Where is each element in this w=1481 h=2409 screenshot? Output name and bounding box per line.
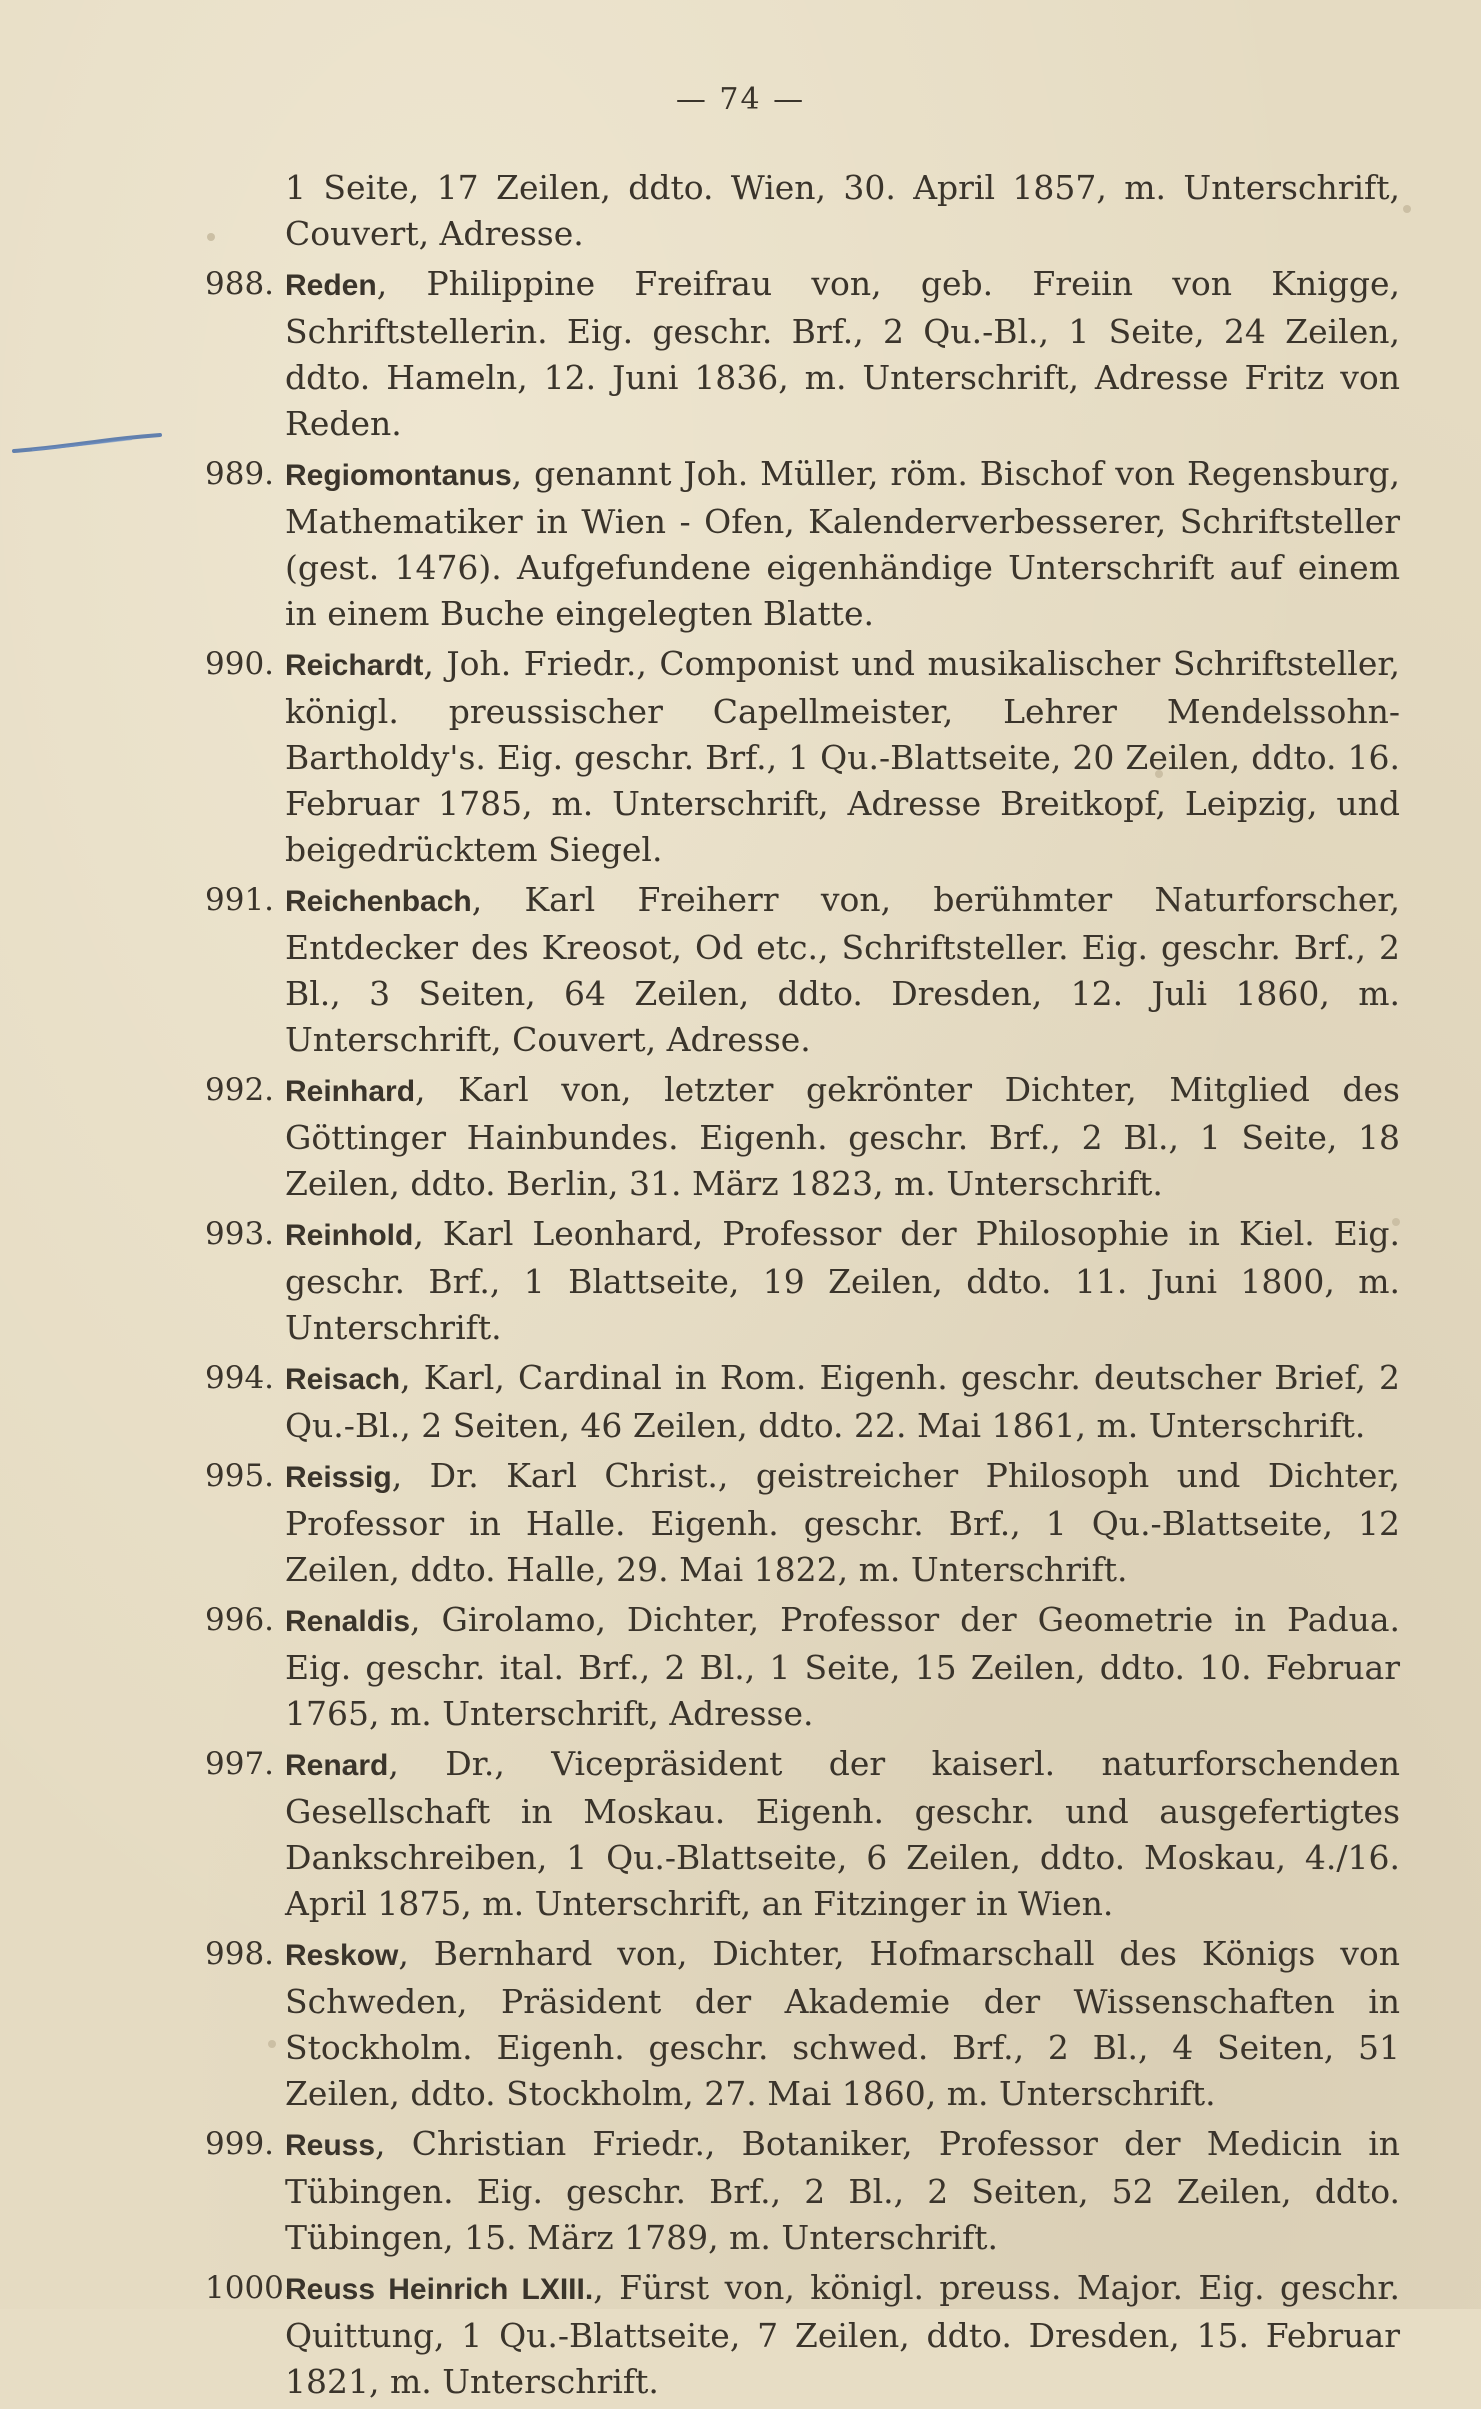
catalog-entry xyxy=(205,1453,1400,1593)
entry-number: 997. xyxy=(205,1746,275,1782)
entry-name: Reuss xyxy=(285,2129,376,2162)
catalog-entry xyxy=(205,1067,1400,1207)
entry-description: , genannt Joh. Müller, röm. Bischof von Regensburg, Mathematiker in Wien - Ofen, Kalenderverbesserer, Schriftsteller (gest. 1476). Aufgefundene eigenhändige Unterschrift auf einem in einem Buche eingelegten Blatte. xyxy=(285,454,1400,633)
entry-name: Regiomontanus xyxy=(285,459,512,492)
entry-description: , Karl von, letzter gekrönter Dichter, Mitglied des Göttinger Hainbundes. Eigenh. geschr. Brf., 2 Bl., 1 Seite, 18 Zeilen, ddto. Berlin, 31. März 1823, m. Unterschrift. xyxy=(285,1070,1400,1203)
entry-number: 989. xyxy=(205,456,275,492)
entry-name: Reissig xyxy=(285,1461,392,1494)
entry-number: 999. xyxy=(205,2126,275,2162)
entry-name: Reinhold xyxy=(285,1219,414,1252)
entry-number: 998. xyxy=(205,1936,275,1972)
entry-description: , Joh. Friedr., Componist und musikalischer Schriftsteller, königl. preussischer Capellmeister, Lehrer Mendelssohn-Bartholdy's. Eig. geschr. Brf., 1 Qu.-Blattseite, 20 Zeilen, ddto. 16. Februar 1785, m. Unterschrift, Adresse Breitkopf, Leipzig, und beigedrücktem Siegel. xyxy=(285,644,1400,869)
entry-description: , Karl Freiherr von, berühmter Naturforscher, Entdecker des Kreosot, Od etc., Schriftsteller. Eig. geschr. Brf., 2 Bl., 3 Seiten, 64 Zeilen, ddto. Dresden, 12. Juli 1860, m. Unterschrift, Couvert, Adresse. xyxy=(285,880,1400,1059)
entry-number: 988. xyxy=(205,266,275,302)
entry-number: 994. xyxy=(205,1360,275,1396)
entry-description: , Dr. Karl Christ., geistreicher Philosoph und Dichter, Professor in Halle. Eigenh. geschr. Brf., 1 Qu.-Blattseite, 12 Zeilen, ddto. Halle, 29. Mai 1822, m. Unterschrift. xyxy=(285,1456,1400,1589)
entry-number: 996. xyxy=(205,1602,275,1638)
catalog-entry xyxy=(205,1355,1400,1449)
entry-name: Reuss Heinrich LXIII. xyxy=(285,2273,594,2306)
entry-name: Reden xyxy=(285,269,377,302)
entry-description: , Karl, Cardinal in Rom. Eigenh. geschr. deutscher Brief, 2 Qu.-Bl., 2 Seiten, 46 Zeilen, ddto. 22. Mai 1861, m. Unterschrift. xyxy=(285,1358,1400,1445)
entry-name: Reichardt xyxy=(285,649,424,682)
entry-name: Renard xyxy=(285,1749,389,1782)
catalog-listing xyxy=(205,165,1400,2409)
entry-number: 992. xyxy=(205,1072,275,1108)
catalog-entry xyxy=(205,641,1400,873)
catalog-entry xyxy=(205,1211,1400,1351)
entry-name: Renaldis xyxy=(285,1605,411,1638)
catalog-entry xyxy=(205,2265,1400,2405)
entry-description: , Bernhard von, Dichter, Hofmarschall des Königs von Schweden, Präsident der Akademie der Wissenschaften in Stockholm. Eigenh. geschr. schwed. Brf., 2 Bl., 4 Seiten, 51 Zeilen, ddto. Stockholm, 27. Mai 1860, m. Unterschrift. xyxy=(285,1934,1400,2113)
catalog-entry xyxy=(205,1597,1400,1737)
catalog-entry xyxy=(205,2121,1400,2261)
entry-number: 990. xyxy=(205,646,275,682)
entry-number: 991. xyxy=(205,882,275,918)
blue-pen-mark-icon xyxy=(12,433,162,457)
entry-name: Reisach xyxy=(285,1363,401,1396)
entry-name: Reskow xyxy=(285,1939,399,1972)
entry-description: , Philippine Freifrau von, geb. Freiin von Knigge, Schriftstellerin. Eig. geschr. Brf., 2 Qu.-Bl., 1 Seite, 24 Zeilen, ddto. Hameln, 12. Juni 1836, m. Unterschrift, Adresse Fritz von Reden. xyxy=(285,264,1400,443)
entry-description: , Karl Leonhard, Professor der Philosophie in Kiel. Eig. geschr. Brf., 1 Blattseite, 19 Zeilen, ddto. 11. Juni 1800, m. Unterschrift. xyxy=(285,1214,1400,1347)
entry-number: 993. xyxy=(205,1216,275,1252)
entry-description: , Christian Friedr., Botaniker, Professor der Medicin in Tübingen. Eig. geschr. Brf., 2 Bl., 2 Seiten, 52 Zeilen, ddto. Tübingen, 15. März 1789, m. Unterschrift. xyxy=(285,2124,1400,2257)
catalog-entry xyxy=(205,1931,1400,2117)
entry-number: 1000. xyxy=(205,2270,294,2306)
catalog-entry xyxy=(205,451,1400,637)
paper-speck xyxy=(1403,205,1411,213)
entry-name: Reinhard xyxy=(285,1075,416,1108)
catalog-entry xyxy=(205,1741,1400,1927)
entry-description: , Fürst von, königl. preuss. Major. Eig. geschr. Quittung, 1 Qu.-Blattseite, 7 Zeilen, ddto. Dresden, 15. Februar 1821, m. Unterschrift. xyxy=(285,2268,1401,2401)
entry-description: , Dr., Vicepräsident der kaiserl. naturforschenden Gesellschaft in Moskau. Eigenh. geschr. und ausgefertigtes Dankschreiben, 1 Qu.-Blattseite, 6 Zeilen, ddto. Moskau, 4./16. April 1875, m. Unterschrift, an Fitzinger in Wien. xyxy=(285,1744,1400,1923)
catalog-entry xyxy=(205,877,1400,1063)
entry-description: , Girolamo, Dichter, Professor der Geometrie in Padua. Eig. geschr. ital. Brf., 2 Bl., 1 Seite, 15 Zeilen, ddto. 10. Februar 1765, m. Unterschrift, Adresse. xyxy=(285,1600,1400,1733)
continued-entry-text: 1 Seite, 17 Zeilen, ddto. Wien, 30. April 1857, m. Unterschrift, Couvert, Adresse. xyxy=(285,168,1400,253)
entry-number: 995. xyxy=(205,1458,275,1494)
catalog-entry xyxy=(205,261,1400,447)
entry-name: Reichenbach xyxy=(285,885,472,918)
page-number: — 74 — xyxy=(675,82,806,117)
